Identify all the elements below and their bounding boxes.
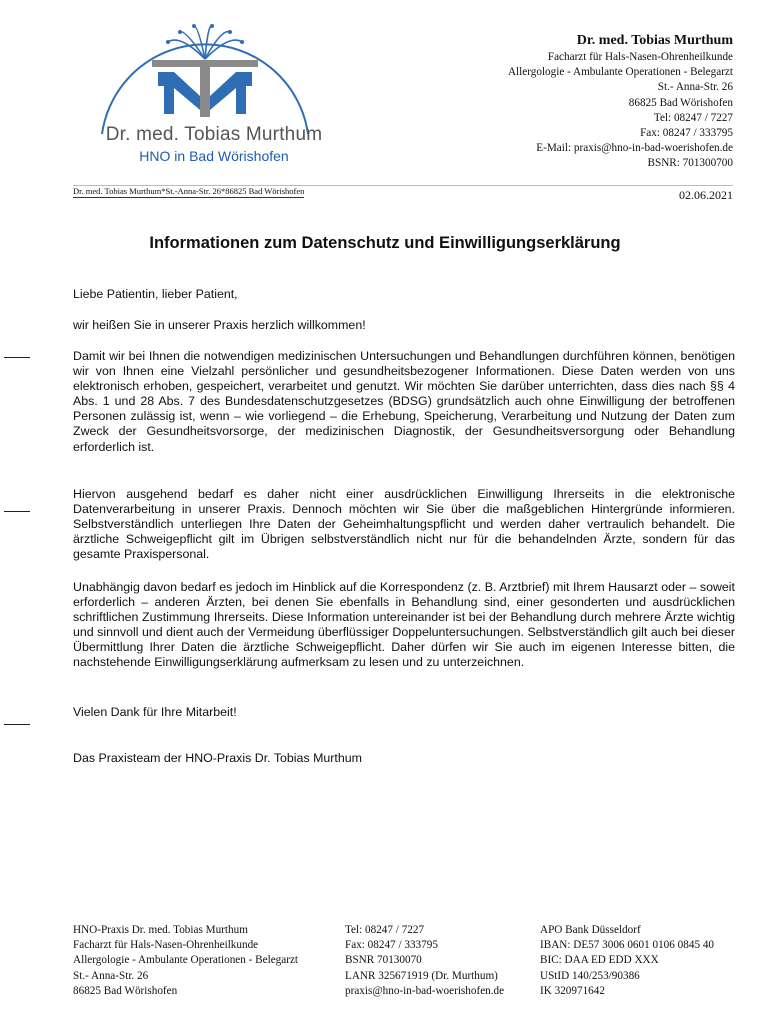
letterhead-line: Tel: 08247 / 7227 [653, 111, 733, 124]
letterhead-line: E-Mail: praxis@hno-in-bad-woerishofen.de [536, 142, 733, 155]
footer-line: IBAN: DE57 3006 0601 0106 0845 40 [540, 939, 715, 952]
footer-line: St.- Anna-Str. 26 [73, 969, 149, 982]
footer-line: Tel: 08247 / 7227 [345, 924, 425, 936]
letterhead-line: St.- Anna-Str. 26 [657, 81, 733, 94]
punch-mark [4, 724, 30, 725]
sender-line: Dr. med. Tobias Murthum*St.-Anna-Str. 26*86825 Bad Wörishofen [73, 186, 305, 196]
footer-line: APO Bank Düsseldorf [540, 924, 641, 936]
letterhead-line: BSNR: 701300700 [647, 157, 733, 170]
footer-line: Fax: 08247 / 333795 [345, 939, 438, 952]
fold-mark [4, 511, 30, 512]
letterhead-line: Fax: 08247 / 333795 [640, 127, 733, 140]
salutation: Liebe Patientin, lieber Patient, [73, 287, 238, 301]
footer-line: praxis@hno-in-bad-woerishofen.de [345, 984, 505, 997]
paragraph-2: Hiervon ausgehend bedarf es daher nicht einer ausdrücklichen Einwilligung Ihrerseits in die elektronische Datenverarbeitung in unserer Praxis. Dennoch möchten wir Sie über die maßgeblichen Hintergründe informieren. Selbstverständlich unterliegen Ihre Daten der Geheimhaltungspflicht und werden daher vertraulich behandelt. Die ärztliche Schweigepflicht gilt im Übrigen selbstverständlich nicht nur für die behandelnden Ärzte, sondern für das gesamte Praxispersonal. [73, 487, 735, 562]
footer-practice-info [73, 923, 298, 999]
footer-line: UStID 140/253/90386 [540, 969, 640, 982]
closing-text: Das Praxisteam der HNO-Praxis Dr. Tobias Murthum [73, 751, 362, 765]
paragraph-3: Unabhängig davon bedarf es jedoch im Hinblick auf die Korrespondenz (z. B. Arztbrief) mit Ihrem Hausarzt oder – soweit erforderlich – anderen Ärzten, bei denen Sie ebenfalls in Behandlung sind, einer gesonderten und ausdrücklichen schriftlichen Zustimmung Ihrerseits. Diese Information untereinander ist bei der Behandlung durch mehrere Ärzte wichtig und sinnvoll und dient auch der Vermeidung überflüssiger Doppeluntersuchungen. Selbstverständlich gilt auch bei dieser Übermittlung Ihrer Daten die ärztliche Schweigepflicht. Daher dürfen wir Sie auch im eigenen Interesse bitten, die nachstehende Einwilligungserklärung aufmerksam zu lesen und zu unterzeichnen. [73, 580, 735, 670]
thanks-text: Vielen Dank für Ihre Mitarbeit! [73, 705, 237, 719]
letterhead-line: Facharzt für Hals-Nasen-Ohrenheilkunde [547, 51, 733, 63]
letterhead [508, 32, 733, 172]
paragraph-1: Damit wir bei Ihnen die notwendigen medizinischen Untersuchungen und Behandlungen durchführen können, benötigen wir von Ihnen eine Vielzahl persönlicher und gesundheitsbezogener Informationen. Diese Daten werden von uns elektronisch erhoben, gespeichert, verarbeitet und genutzt. Wir möchten Sie darüber unterrichten, dass dies nach §§ 4 Abs. 1 und 28 Abs. 7 des Bundesdatenschutzgesetzes (BDSG) grundsätzlich auch ohne Einwilligung der betroffenen Personen zulässig ist, wenn – wie vorliegend – die Erhebung, Speicherung, Verarbeitung und Nutzung der Daten zum Zweck der Gesundheitsvorsorge, der medizinischen Diagnostik, der Gesundheitsversorgung oder Behandlung erforderlich ist. [73, 349, 735, 454]
footer-line: BIC: DAA ED EDD XXX [540, 954, 659, 967]
practice-logo [80, 14, 330, 174]
footer-bank-info [540, 923, 714, 999]
footer-line: Facharzt für Hals-Nasen-Ohrenheilkunde [73, 939, 259, 952]
letter-date: 02.06.2021 [679, 188, 733, 202]
footer-contact-info [345, 923, 504, 999]
footer-line: IK 320971642 [540, 984, 605, 997]
letterhead-name: Dr. med. Tobias Murthum [576, 33, 733, 48]
document-title: Informationen zum Datenschutz und Einwilligungserklärung [149, 234, 621, 252]
welcome-text: wir heißen Sie in unserer Praxis herzlich willkommen! [73, 318, 366, 332]
logo-name: Dr. med. Tobias Murthum [105, 124, 323, 145]
footer-line: 86825 Bad Wörishofen [73, 984, 178, 997]
footer-line: LANR 325671919 (Dr. Murthum) [345, 969, 498, 982]
footer-line: Allergologie - Ambulante Operationen - Belegarzt [73, 954, 299, 967]
letterhead-line: Allergologie - Ambulante Operationen - Belegarzt [507, 66, 733, 79]
letterhead-line: 86825 Bad Wörishofen [628, 96, 733, 109]
footer-line: HNO-Praxis Dr. med. Tobias Murthum [73, 924, 248, 936]
logo-subtitle: HNO in Bad Wörishofen [139, 148, 289, 164]
footer-line: BSNR 70130070 [345, 954, 422, 967]
fold-mark [4, 357, 30, 358]
